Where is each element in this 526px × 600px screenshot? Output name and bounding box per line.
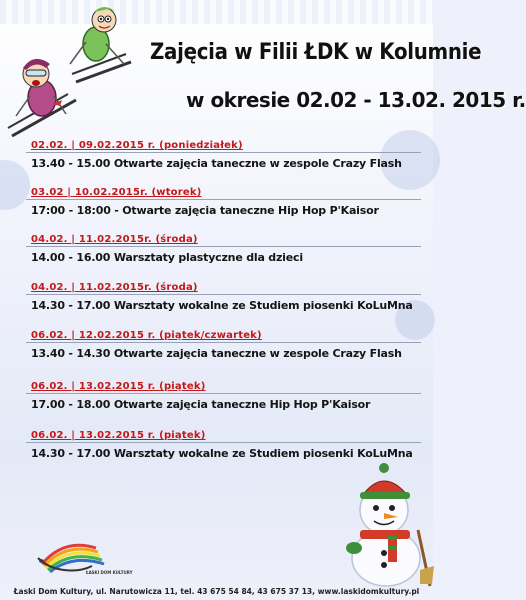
entry-description: 14.30 - 17.00 Warsztaty wokalne ze Studiem piosenki KoLuMna xyxy=(31,299,413,312)
entry-divider xyxy=(26,393,421,394)
entry-date: 02.02. | 09.02.2015 r. (poniedziałek) xyxy=(31,140,243,151)
footer-contact: Łaski Dom Kultury, ul. Narutowicza 11, tel. 43 675 54 84, 43 675 37 13, www.laskidomkultury.pl xyxy=(13,587,420,596)
entry-divider xyxy=(26,294,421,295)
poster-subtitle: w okresie 02.02 - 13.02. 2015 r. xyxy=(186,88,526,112)
frost-decoration xyxy=(0,160,30,210)
entry-divider xyxy=(26,442,421,443)
entry-divider xyxy=(26,342,421,343)
entry-description: 17.00 - 18.00 Otwarte zajęcia taneczne Hip Hop P'Kaisor xyxy=(31,398,371,411)
entry-description: 17:00 - 18:00 - Otwarte zajęcia taneczne Hip Hop P'Kaisor xyxy=(31,204,379,217)
cartoon-skiers-illustration xyxy=(6,4,136,144)
skier-green xyxy=(70,7,131,82)
entry-description: 13.40 - 15.00 Otwarte zajęcia taneczne w zespole Crazy Flash xyxy=(31,157,402,170)
logo-text: ŁASKI DOM KULTURY xyxy=(86,570,133,575)
entry-date: 06.02. | 13.02.2015 r. (piątek) xyxy=(31,430,206,441)
skier-pink xyxy=(8,59,76,136)
entry-divider xyxy=(26,246,421,247)
entry-date: 06.02. | 12.02.2015 r. (piątek/czwartek) xyxy=(31,330,262,341)
entry-divider xyxy=(26,152,421,153)
ldk-logo xyxy=(34,534,133,582)
entry-description: 14.00 - 16.00 Warsztaty plastyczne dla dzieci xyxy=(31,251,303,264)
entry-divider xyxy=(26,199,421,200)
entry-date: 03.02 | 10.02.2015r. (wtorek) xyxy=(31,187,202,198)
snowman-illustration xyxy=(338,458,433,588)
poster-title: Zajęcia w Filii ŁDK w Kolumnie xyxy=(150,40,482,65)
entry-date: 06.02. | 13.02.2015 r. (piątek) xyxy=(31,381,206,392)
entry-description: 14.30 - 17.00 Warsztaty wokalne ze Studiem piosenki KoLuMna xyxy=(31,447,413,460)
entry-date: 04.02. | 11.02.2015r. (środa) xyxy=(31,282,198,293)
entry-date: 04.02. | 11.02.2015r. (środa) xyxy=(31,234,198,245)
entry-description: 13.40 - 14.30 Otwarte zajęcia taneczne w zespole Crazy Flash xyxy=(31,347,402,360)
